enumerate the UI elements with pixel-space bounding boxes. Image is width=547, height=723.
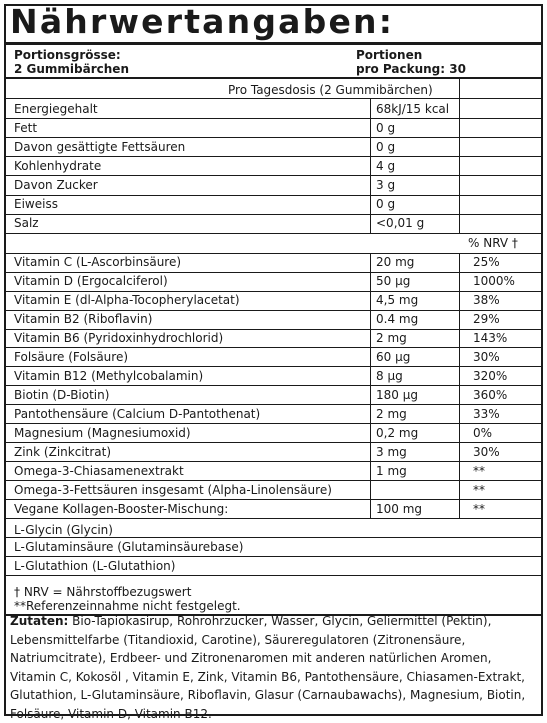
vitamin-nrv: 360% [473, 387, 508, 402]
table-line [6, 98, 541, 99]
nutrient-amount: 4 g [376, 158, 396, 173]
vitamin-amount: 3 mg [376, 444, 407, 459]
vitamin-name: Vitamin B12 (Methylcobalamin) [14, 368, 204, 383]
ingredients-block [10, 612, 540, 723]
vitamin-amount: 0.4 mg [376, 312, 419, 327]
blend-item: L-Glycin (Glycin) [14, 522, 113, 537]
daily-dose-header: Pro Tagesdosis (2 Gummibärchen) [228, 83, 433, 97]
table-line [6, 195, 541, 196]
table-line [6, 575, 541, 576]
nutrient-name: Eiweiss [14, 197, 58, 211]
column-line [370, 253, 371, 518]
nutrient-name: Kohlenhydrate [14, 158, 102, 173]
column-line [459, 79, 460, 233]
vitamin-amount: 2 mg [376, 406, 407, 421]
vitamin-nrv: 0% [473, 425, 493, 440]
vitamin-name: Folsäure (Folsäure) [14, 349, 129, 364]
vitamin-amount: 0,2 mg [376, 425, 419, 440]
vitamin-amount: 180 µg [376, 387, 418, 402]
vitamin-name: Omega-3-Chiasamenextrakt [14, 463, 184, 478]
nutrient-name: Salz [14, 216, 39, 231]
footnote-reference: **Referenzeinnahme nicht festgelegt. [14, 599, 241, 613]
vitamin-nrv: 33% [473, 406, 500, 421]
vitamin-nrv: 143% [473, 331, 508, 345]
vitamin-nrv: 30% [473, 349, 500, 364]
vitamin-amount: 8 µg [376, 368, 403, 383]
vitamin-name: Vitamin D (Ergocalciferol) [14, 274, 168, 289]
vitamin-name: Biotin (D-Biotin) [14, 387, 110, 402]
serving-size-label: Portionsgrösse: [14, 48, 121, 62]
vitamin-name: Vitamin B2 (Riboflavin) [14, 312, 153, 327]
serving-divider [6, 77, 541, 79]
vitamin-name: Magnesium (Magnesiumoxid) [14, 425, 191, 440]
ingredients-text: Bio-Tapiokasirup, Rohrohrzucker, Wasser, Glycin, Geliermittel (Pektin), Lebensmittelfarbe (Titandioxid, Carotine), Säureregulatoren (Zitronensäure, Natriumcitrate), Erdbeer- und Zitronenaromen mit anderen natürlichen Aromen, Vitamin C, Kokosöl , Vitamin E, Zink, Vitamin B6, Pantothensäure, Chiasamen-Extrakt, Glutathion, L-Glutaminsäure, Riboflavin, Glasur (Carnaubawachs), Magnesium, Biotin, Folsäure, Vitamin D, Vitamin B12. [10, 614, 526, 721]
nutrition-facts-panel [4, 4, 543, 716]
vitamin-amount: 20 mg [376, 255, 415, 270]
nutrient-name: Energiegehalt [14, 101, 98, 116]
column-line [370, 98, 371, 233]
column-line [459, 253, 460, 518]
table-line [6, 518, 541, 519]
vitamin-amount: 60 µg [376, 349, 411, 364]
table-line [6, 233, 541, 234]
blend-item: L-Glutathion (L-Glutathion) [14, 558, 176, 573]
serving-size-value: 2 Gummibärchen [14, 62, 129, 76]
vitamin-nrv: ** [473, 463, 485, 478]
nutrient-amount: 68kJ/15 kcal [376, 101, 450, 116]
nutrient-name: Fett [14, 120, 38, 135]
vitamin-amount: 4,5 mg [376, 293, 419, 308]
page-title: Nährwertangaben: [10, 2, 395, 41]
vitamin-nrv: ** [473, 501, 485, 516]
ingredients-label: Zutaten: [10, 614, 69, 628]
vitamin-name: Pantothensäure (Calcium D-Pantothenat) [14, 406, 261, 421]
title-divider [6, 42, 541, 45]
nutrient-name: Davon gesättigte Fettsäuren [14, 139, 186, 154]
nutrient-amount: 3 g [376, 177, 396, 192]
table-line [6, 214, 541, 215]
vitamin-name: Omega-3-Fettsäuren insgesamt (Alpha-Linolensäure) [14, 482, 332, 497]
vitamin-nrv: 30% [473, 444, 500, 459]
vitamin-amount: 1 mg [376, 463, 407, 478]
vitamin-amount: 2 mg [376, 331, 407, 345]
vitamin-amount: 50 µg [376, 274, 411, 289]
vitamin-name: Zink (Zinkcitrat) [14, 444, 112, 459]
vitamin-name: Vitamin B6 (Pyridoxinhydrochlorid) [14, 331, 224, 345]
vitamin-nrv: 1000% [473, 274, 515, 289]
nutrient-amount: <0,01 g [376, 216, 425, 231]
table-line [6, 118, 541, 119]
vitamin-name: Vitamin C (L-Ascorbinsäure) [14, 255, 182, 270]
vitamin-nrv: ** [473, 482, 485, 497]
nutrient-amount: 0 g [376, 197, 396, 211]
servings-per-pack-label: Portionen [356, 48, 423, 62]
nutrient-amount: 0 g [376, 120, 396, 135]
vitamin-name: Vegane Kollagen-Booster-Mischung: [14, 501, 229, 516]
vitamin-nrv: 38% [473, 293, 500, 308]
nutrient-name: Davon Zucker [14, 177, 98, 192]
nutrient-amount: 0 g [376, 139, 396, 154]
nrv-header: % NRV † [468, 236, 518, 250]
vitamin-amount: 100 mg [376, 501, 423, 516]
vitamin-name: Vitamin E (dl-Alpha-Tocopherylacetat) [14, 293, 240, 308]
servings-per-pack-value: pro Packung: 30 [356, 62, 466, 76]
footnote-nrv: † NRV = Nährstoffbezugswert [14, 585, 192, 599]
vitamin-nrv: 25% [473, 255, 500, 270]
blend-item: L-Glutaminsäure (Glutaminsäurebase) [14, 539, 244, 554]
vitamin-nrv: 29% [473, 312, 500, 327]
vitamin-nrv: 320% [473, 368, 508, 383]
